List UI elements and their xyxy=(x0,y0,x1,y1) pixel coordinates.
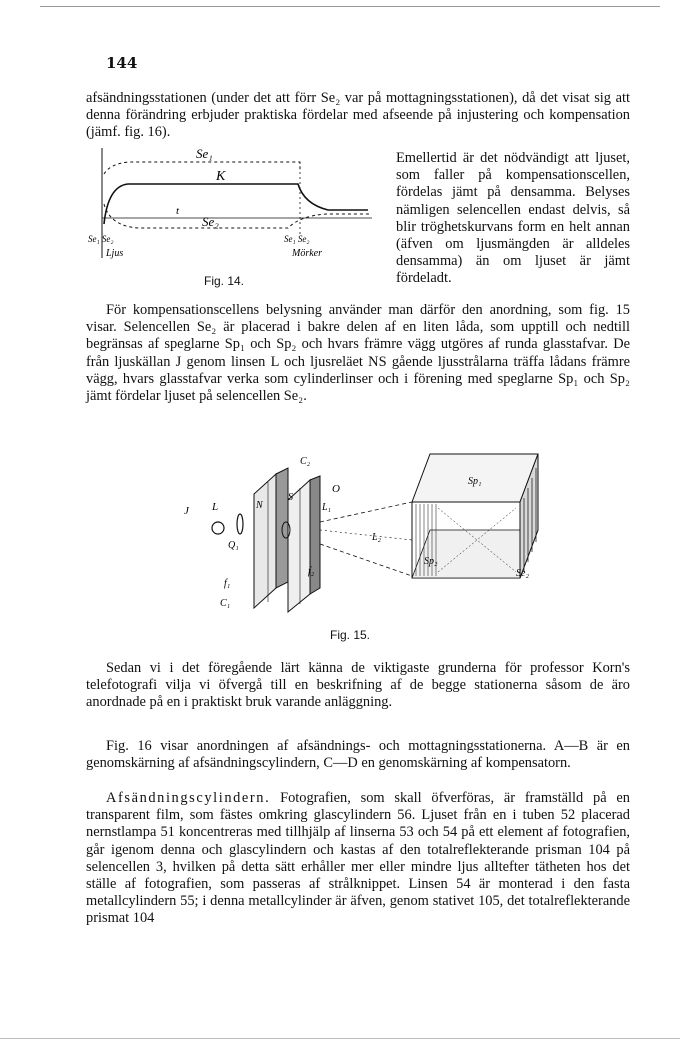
figure-14-caption: Fig. 14. xyxy=(204,274,245,288)
fig15-ray-lower xyxy=(320,544,412,576)
fig15-lamp xyxy=(212,522,224,534)
paragraph-6-body: Fotografien, som skall öfverföras, är framställd på en transparent film, som fästes omkring glascylindern 56. Ljuset från en i tuben 52 placerad nernstlampa 51 koncentreras med tillhjälp af linserna 53 och 54 på ett element af fotografien, går igenom denna och glascylindern och kastas af den totalreflekterande prisman 104 på selencellen 3, hvilken på detta sätt erhåller mer eller mindre ljus alltefter tätheten hos det ställe af fotografien, som passeras af strålknippet. Linsen 54 är monterad i den fasta metallcylindern 55; i denna metallcylinder är äfven, genom stativet 105, det totalreflekterande prismat 104 xyxy=(86,790,630,927)
fig15-ray-mid xyxy=(320,530,412,540)
fig15-label-l1: L₁ xyxy=(322,502,332,513)
fig15-label-sp2: Sp₂ xyxy=(424,556,438,567)
fig14-se1-curve xyxy=(104,162,300,174)
fig15-label-f2: f₂ xyxy=(308,566,315,577)
fig15-label-n: N xyxy=(256,500,263,511)
bottom-rule xyxy=(0,1038,680,1039)
fig15-label-sp1: Sp₁ xyxy=(468,476,482,487)
fig15-ray-upper xyxy=(320,502,412,522)
fig15-lens-l xyxy=(237,514,243,534)
fig15-label-c2: C₂ xyxy=(300,456,311,467)
paragraph-5: Fig. 16 visar anordningen af afsändnings- och mottagningsstationerna. A—B är en genomskärning af afsändningscylindern, C—D en genomskärning af kompensatorn. xyxy=(86,738,630,772)
fig14-label-k: K xyxy=(216,169,226,184)
fig14-label-ljus: Ljus xyxy=(106,248,124,259)
fig14-label-left-se: Se₁ Se₂ xyxy=(88,234,114,244)
fig15-label-j: J xyxy=(184,505,189,517)
figure-15-caption: Fig. 15. xyxy=(330,628,371,642)
fig15-label-f1: f₁ xyxy=(224,578,231,589)
fig14-label-t: t xyxy=(176,205,180,217)
fig14-label-right-se: Se₁ Se₂ xyxy=(284,234,310,244)
fig15-plate-n xyxy=(254,474,276,608)
fig14-label-se1: Se₁ xyxy=(196,146,213,161)
fig14-se2-curve xyxy=(104,204,370,228)
fig15-label-se2: Se₂ xyxy=(516,568,529,579)
fig15-label-l: L xyxy=(212,501,219,513)
figure-15-diagram xyxy=(176,448,556,618)
paragraph-6-heading: Afsändningscylindern. xyxy=(106,790,271,806)
paragraph-2: Emellertid är det nödvändigt att ljuset, som faller på kompensationscellen, fördelas jämt på densamma. Belyses nämligen selencellen endast delvis, så blir tröghetskurvans form en helt annan (äfven om ljusmängden är alldeles densamma) än om ljuset är jämt fördeladt. xyxy=(396,150,630,287)
fig15-label-c1: C₁ xyxy=(220,598,231,609)
paragraph-6 xyxy=(86,790,630,928)
page-number: 144 xyxy=(106,54,138,72)
fig14-label-se2: Se₂ xyxy=(202,214,219,229)
fig15-label-l2: L₂ xyxy=(372,532,382,543)
top-rule xyxy=(40,6,660,7)
paragraph-4: Sedan vi i det föregående lärt känna de viktigaste grunderna för professor Korn's telefotografi vilja vi öfvergå till en beskrifning af de begge stationerna såsom de äro anordnade på en i praktiskt bruk varande anläggning. xyxy=(86,660,630,711)
fig15-label-q1: Q₁ xyxy=(228,540,239,551)
paragraph-1: afsändningsstationen (under det att förr Se₂ var på mottagningsstationen), då det visat sig att denna förändring erbjuder praktiska fördelar med afseende på injustering och kompensation (jämf. fig. 16). xyxy=(86,90,630,141)
paragraph-3: För kompensationscellens belysning använder man därför den anordning, som fig. 15 visar. Selencellen Se₂ är placerad i bakre delen af en liten låda, som upptill och nedtill begränsas af speglarne Sp₁ och Sp₂ och hvars främre vägg utgöres af runda glasstafvar. De från ljuskällan J genom linsen L och ljusreläet NS gående ljusstrålarna träffa lådans främre vägg, hvars glasstafvar verka som cylinderlinser och i förening med speglarne Sp₁ och Sp₂ jämt fördelar ljuset på selencellen Se₂. xyxy=(86,302,630,405)
fig15-label-o: O xyxy=(332,483,340,495)
fig15-label-s: S xyxy=(288,492,293,503)
figure-14-diagram xyxy=(88,140,378,290)
fig14-label-morker: Mörker xyxy=(292,248,322,259)
